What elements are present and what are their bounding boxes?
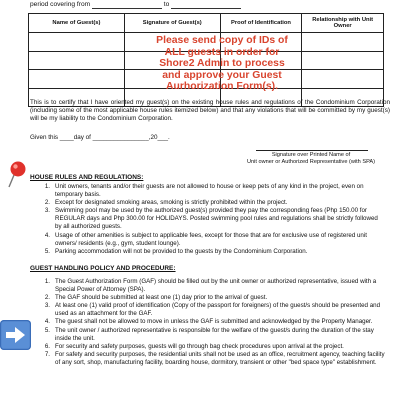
- signature-line: [256, 150, 368, 151]
- period-from-blank: [92, 2, 162, 9]
- list-item: 2. Except for designated smoking areas, smoking is strictly prohibited within the project.: [44, 199, 288, 207]
- pushpin-icon: [6, 160, 28, 188]
- header-name: Name of Guest(s): [29, 14, 125, 33]
- list-item: 3. Swimming pool may be used by the authorized guest(s) provided they pay the corresponding fees (Php 150.00 for REGULAR days and Php 300.00 for HOLIDAYS. Posted swimming pool rules and regulations shall be strictly followed by all authorized guests.: [44, 207, 378, 231]
- list-item: 1. Unit owners, tenants and/or their guests are not allowed to house or keep pets of any kind in the project, even on temporary basis.: [44, 183, 364, 199]
- guest-table-header: [29, 14, 384, 33]
- period-line: period covering from to: [30, 0, 241, 9]
- signature-caption: Signature over Printed Name of Unit owner or Authorized Representative (with SPA): [247, 152, 375, 165]
- list-item: 3. At least one (1) valid proof of identification (Copy of the passport for foreigners) of the guest/s should be presented and used as an attachment for the GAF.: [44, 302, 381, 318]
- given-date-line: Given this ____day of ________________,20___.: [30, 134, 170, 141]
- admin-notice-overlay: [132, 35, 312, 93]
- notice-line: and approve your Guest: [162, 69, 282, 81]
- notice-line: Please send copy of IDs of: [156, 35, 288, 46]
- guest-policy-heading: GUEST HANDLING POLICY AND PROCEDURE:: [30, 265, 176, 272]
- header-relationship: Relationship with Unit Owner: [302, 14, 384, 33]
- header-signature: Signature of Guest(s): [124, 14, 220, 33]
- notice-line: ALL guests in order for: [164, 46, 280, 58]
- right-arrow-icon: [0, 320, 31, 350]
- list-item: 4. Usage of other amenities is subject to applicable fees, except for those that are for exclusive use of registered unit owners/ residents (e.g., gym, student lounge).: [44, 231, 367, 247]
- list-item: 1. The Guest Authorization Form (GAF) should be filled out by the unit owner or authorized representative, issued with a Special Power of Attorney (SPA).: [44, 278, 377, 294]
- list-item: 5. The unit owner / authorized representative is responsible for the welfare of the guest/s during the duration of the stay inside the unit.: [44, 326, 374, 342]
- list-item: 5. Parking accommodation will not be provided to the guests by the Condominium Corporation.: [44, 247, 308, 255]
- certification-paragraph: This is to certify that I have oriented my guest(s) on the existing house rules and regulations of the Condominium Corporation (including some of the most applicable house rules itemized below) and that any violations that will be committed by my guest(s) will be my liability to the Condominium Corporation.: [30, 99, 390, 123]
- house-rules-heading: HOUSE RULES AND REGULATIONS:: [30, 174, 144, 181]
- list-item: 2. The GAF should be submitted at least one (1) day prior to the arrival of guest.: [44, 294, 268, 302]
- list-item: 4. The guest shall not be allowed to move in unless the GAF is submitted and acknowledged by the Property Manager.: [44, 318, 373, 326]
- list-item: 7. For safety and security purposes, the residential units shall not be used as an office, recruitment agency, teaching facility of any sort, shop, manufacturing facility, boarding house, dormitory, transient or other "bed space type" establishment.: [44, 350, 385, 366]
- house-rules-list: [30, 183, 386, 256]
- period-to-blank: [171, 2, 241, 9]
- header-proof-id: Proof of Identification: [220, 14, 302, 33]
- list-item: 6. For security and safety purposes, guests will go through bag check procedures upon arrival at the project.: [44, 342, 344, 350]
- notice-line: Shore2 Admin to process: [159, 58, 285, 70]
- guest-policy-list: [30, 278, 386, 367]
- notice-line: Aurhorization Form(s).: [166, 81, 278, 93]
